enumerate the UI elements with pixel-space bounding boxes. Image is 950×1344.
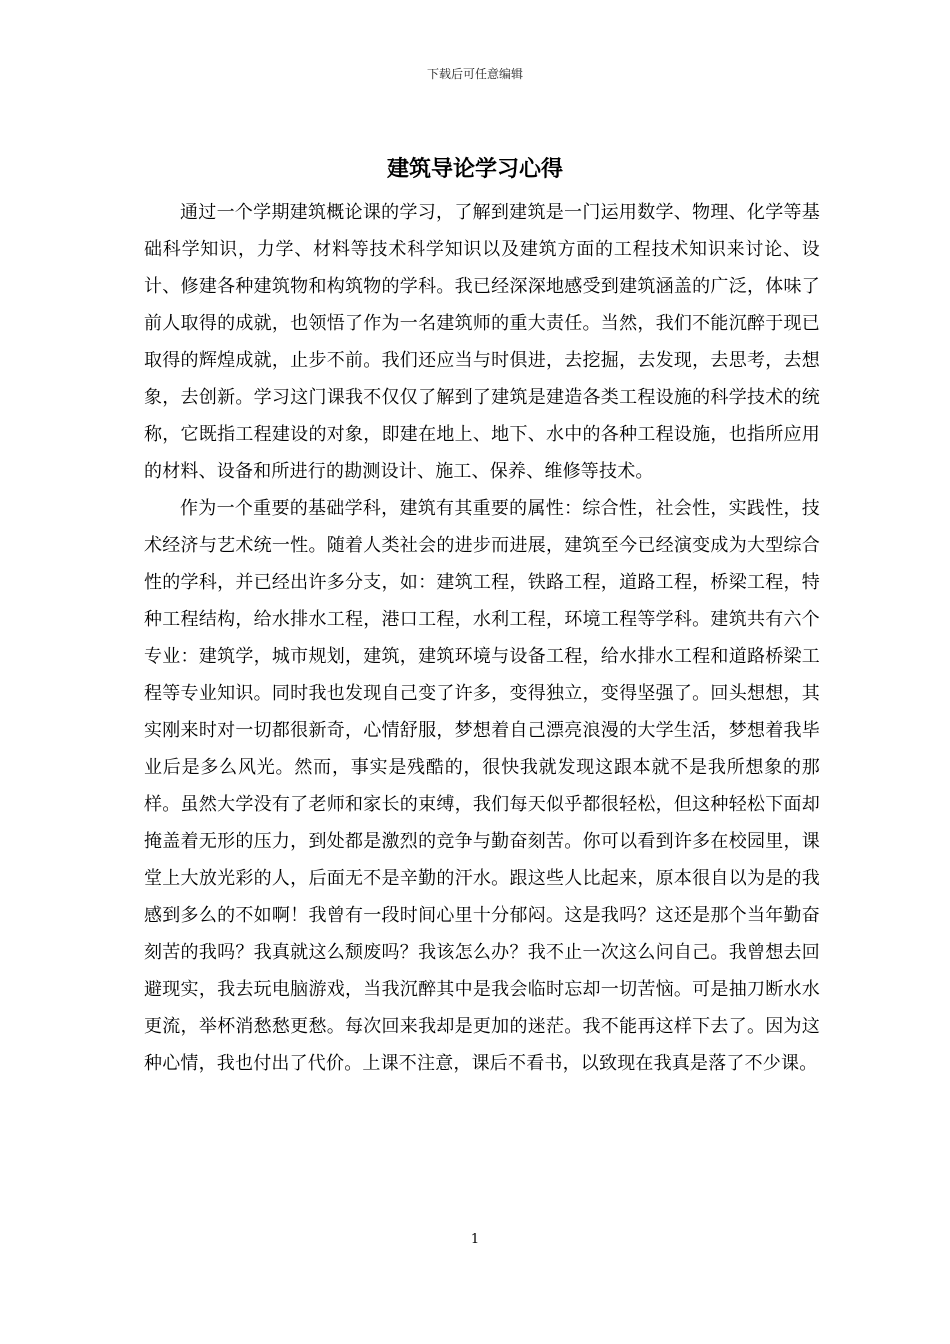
header-note: 下载后可任意编辑 xyxy=(426,67,523,81)
document-body xyxy=(144,194,820,1082)
paragraph-1: 通过一个学期建筑概论课的学习，了解到建筑是一门运用数学、物理、化学等基础科学知识，力学、材料等技术科学知识以及建筑方面的工程技术知识来讨论、设计、修建各种建筑物和构筑物的学科。我已经深深地感受到建筑涵盖的广泛，体味了前人取得的成就，也领悟了作为一名建筑师的重大责任。当然，我们不能沉醉于现已取得的辉煌成就，止步不前。我们还应当与时俱进，去挖掘，去发现，去思考，去想象，去创新。学习这门课我不仅仅了解到了建筑是建造各类工程设施的科学技术的统称，它既指工程建设的对象，即建在地上、地下、水中的各种工程设施，也指所应用的材料、设备和所进行的勘测设计、施工、保养、维修等技术。 xyxy=(144,202,820,482)
page-number: 1 xyxy=(470,1232,480,1247)
paragraph-2: 作为一个重要的基础学科，建筑有其重要的属性：综合性，社会性，实践性，技术经济与艺术统一性。随着人类社会的进步而进展，建筑至今已经演变成为大型综合性的学科，并已经出许多分支，如：建筑工程，铁路工程，道路工程，桥梁工程，特种工程结构，给水排水工程，港口工程，水利工程，环境工程等学科。建筑共有六个专业：建筑学，城市规划，建筑，建筑环境与设备工程，给水排水工程和道路桥梁工程等专业知识。同时我也发现自己变了许多，变得独立，变得坚强了。回头想想，其实刚来时对一切都很新奇，心情舒服，梦想着自己漂亮浪漫的大学生活，梦想着我毕业后是多么风光。然而，事实是残酷的，很快我就发现这跟本就不是我所想象的那样。虽然大学没有了老师和家长的束缚，我们每天似乎都很轻松，但这种轻松下面却掩盖着无形的压力，到处都是激烈的竞争与勤奋刻苦。你可以看到许多在校园里，课堂上大放光彩的人，后面无不是辛勤的汗水。跟这些人比起来，原本很自以为是的我感到多么的不如啊！我曾有一段时间心里十分郁闷。这是我吗？这还是那个当年勤奋刻苦的我吗？我真就这么颓废吗？我该怎么办？我不止一次这么问自己。我曾想去回避现实，我去玩电脑游戏，当我沉醉其中是我会临时忘却一切苦恼。可是抽刀断水水更流，举杯消愁愁更愁。每次回来我却是更加的迷茫。我不能再这样下去了。因为这种心情，我也付出了代价。上课不注意，课后不看书，以致现在我真是落了不少课。 xyxy=(144,498,820,1074)
document-title: 建筑导论学习心得 xyxy=(386,156,563,182)
